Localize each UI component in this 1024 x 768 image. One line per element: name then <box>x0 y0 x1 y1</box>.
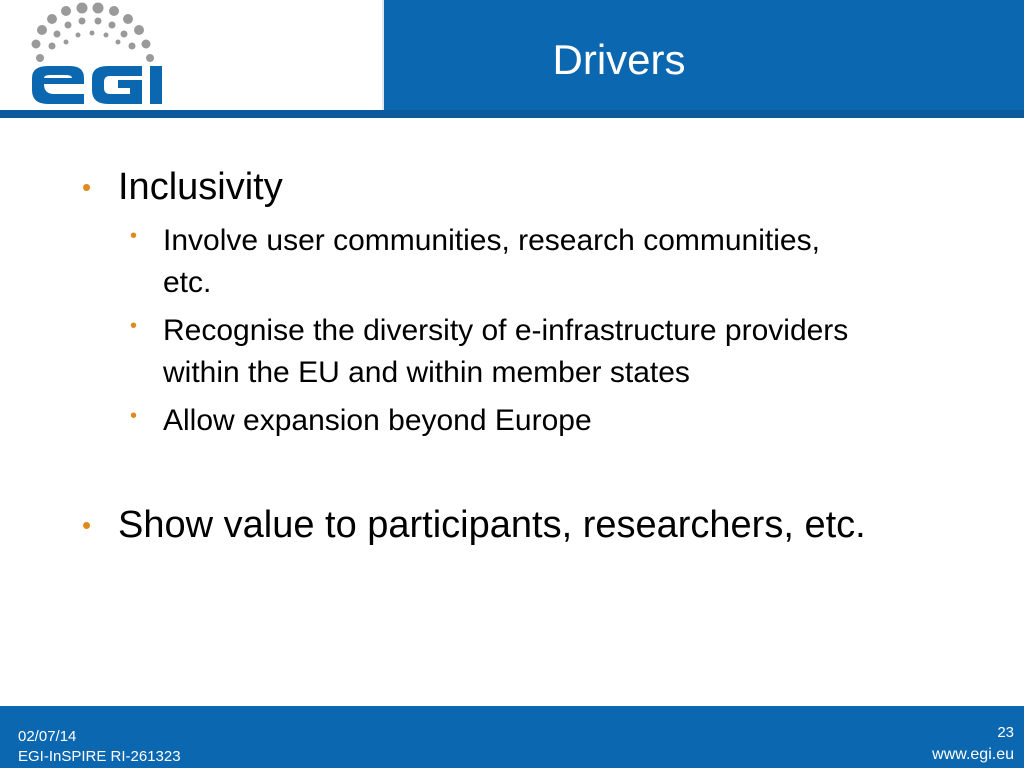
sub-bullet-involve-line1: Involve user communities, research communities, <box>163 224 820 257</box>
footer-date: 02/07/14 <box>18 728 77 745</box>
bullet-show-value: Show value to participants, researchers, etc. <box>118 504 866 546</box>
sub-bullet-allow-expansion: Allow expansion beyond Europe <box>163 404 592 437</box>
sub-bullet-dot-icon: • <box>130 405 138 427</box>
footer-project-id: EGI-InSPIRE RI-261323 <box>18 748 181 765</box>
bullet-inclusivity: Inclusivity <box>118 166 283 208</box>
page-number: 23 <box>997 724 1014 741</box>
sub-bullet-involve-line2: etc. <box>163 266 212 299</box>
sub-bullet-dot-icon: • <box>130 315 138 337</box>
footer-url: www.egi.eu <box>932 746 1014 763</box>
sub-bullet-recognise-line1: Recognise the diversity of e-infrastructure providers <box>163 314 849 347</box>
sub-bullet-recognise-line2: within the EU and within member states <box>163 356 690 389</box>
slide-footer <box>0 706 1024 768</box>
slide-title: Drivers <box>552 36 686 83</box>
sub-bullet-dot-icon: • <box>130 225 138 247</box>
bullet-dot-icon: • <box>82 510 92 540</box>
bullet-dot-icon: • <box>82 172 92 202</box>
